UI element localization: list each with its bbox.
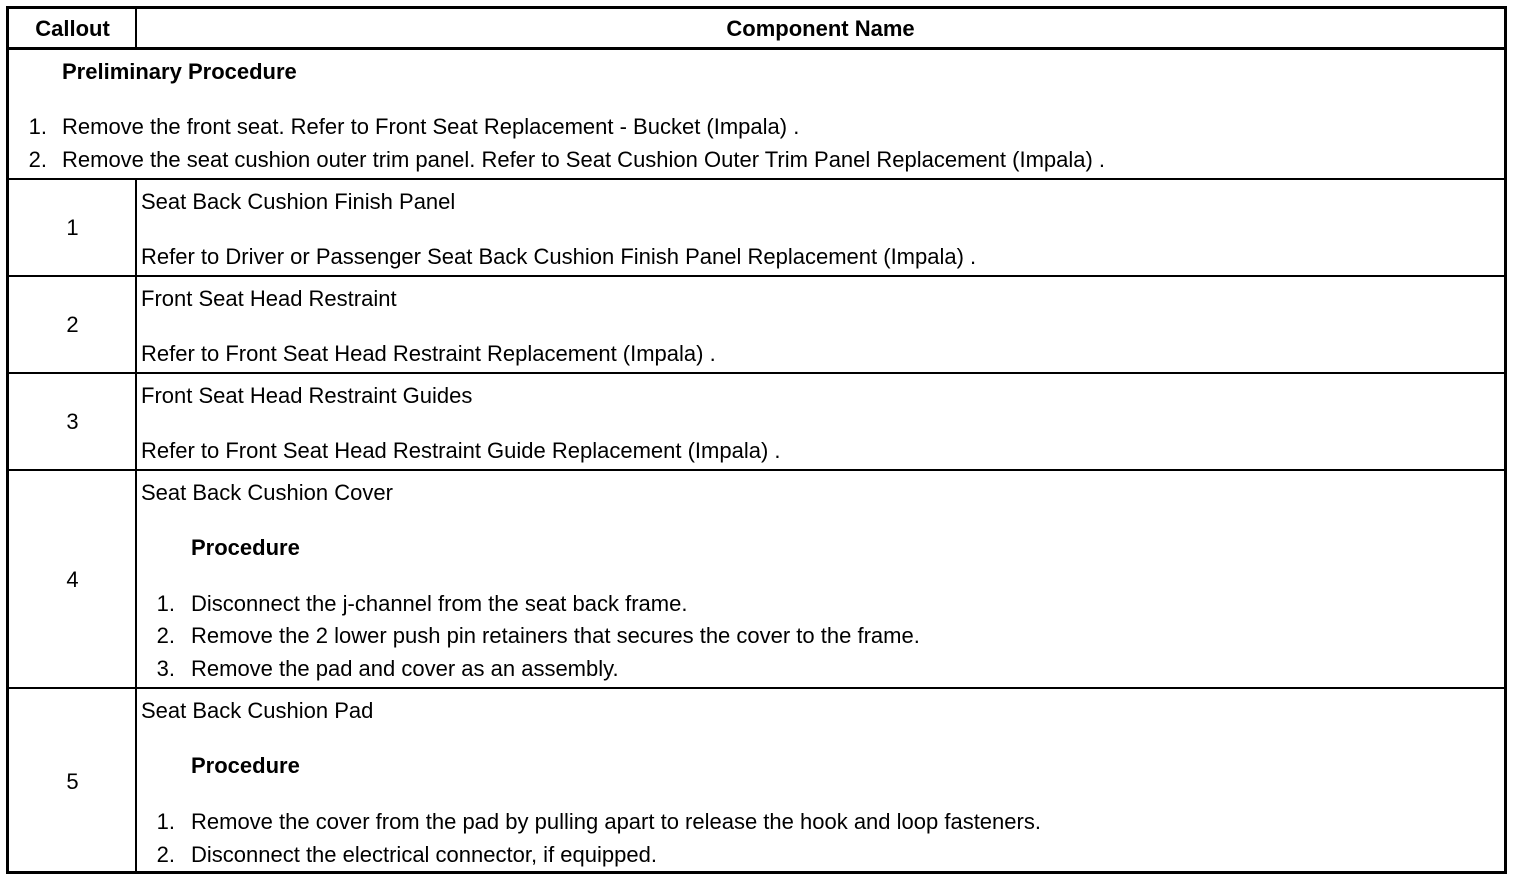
component-name: Front Seat Head Restraint Guides bbox=[141, 383, 473, 408]
component-name: Seat Back Cushion Finish Panel bbox=[141, 189, 456, 214]
callout-number: 1 bbox=[66, 215, 79, 240]
callout-number: 5 bbox=[66, 769, 79, 794]
callout-number: 2 bbox=[66, 312, 79, 337]
column-divider bbox=[135, 178, 137, 871]
step-number: 1. bbox=[28, 114, 47, 139]
procedure-step: Remove the cover from the pad by pulling apart to release the hook and loop fasteners. bbox=[191, 809, 1041, 834]
component-note: Refer to Front Seat Head Restraint Guide Replacement (Impala) . bbox=[141, 438, 781, 463]
row-divider bbox=[9, 178, 1504, 180]
procedure-step: Disconnect the electrical connector, if equipped. bbox=[191, 842, 657, 867]
step-number: 2. bbox=[28, 147, 47, 172]
step-number: 2. bbox=[156, 623, 175, 648]
step-number: 1. bbox=[156, 591, 175, 616]
component-note: Refer to Driver or Passenger Seat Back Cushion Finish Panel Replacement (Impala) . bbox=[141, 244, 977, 269]
procedure-title: Procedure bbox=[191, 753, 300, 778]
row-divider bbox=[9, 469, 1504, 471]
procedure-step: Remove the pad and cover as an assembly. bbox=[191, 656, 619, 681]
row-divider bbox=[9, 372, 1504, 374]
header-component-name: Component Name bbox=[726, 16, 915, 41]
header-callout: Callout bbox=[35, 16, 110, 41]
component-table bbox=[6, 6, 1507, 874]
component-name: Seat Back Cushion Cover bbox=[141, 480, 393, 505]
step-number: 1. bbox=[156, 809, 175, 834]
callout-number: 4 bbox=[66, 567, 79, 592]
preliminary-step: Remove the seat cushion outer trim panel. Refer to Seat Cushion Outer Trim Panel Replacement (Impala) . bbox=[62, 147, 1106, 172]
preliminary-title: Preliminary Procedure bbox=[62, 59, 297, 84]
step-number: 3. bbox=[156, 656, 175, 681]
procedure-step: Remove the 2 lower push pin retainers that secures the cover to the frame. bbox=[191, 623, 920, 648]
step-number: 2. bbox=[156, 842, 175, 867]
component-name: Front Seat Head Restraint bbox=[141, 286, 397, 311]
component-name: Seat Back Cushion Pad bbox=[141, 698, 374, 723]
row-divider bbox=[9, 275, 1504, 277]
header-divider bbox=[9, 47, 1504, 50]
row-divider bbox=[9, 687, 1504, 689]
callout-number: 3 bbox=[66, 409, 79, 434]
procedure-title: Procedure bbox=[191, 535, 300, 560]
procedure-step: Disconnect the j-channel from the seat back frame. bbox=[191, 591, 688, 616]
component-note: Refer to Front Seat Head Restraint Replacement (Impala) . bbox=[141, 341, 716, 366]
preliminary-step: Remove the front seat. Refer to Front Seat Replacement - Bucket (Impala) . bbox=[62, 114, 800, 139]
